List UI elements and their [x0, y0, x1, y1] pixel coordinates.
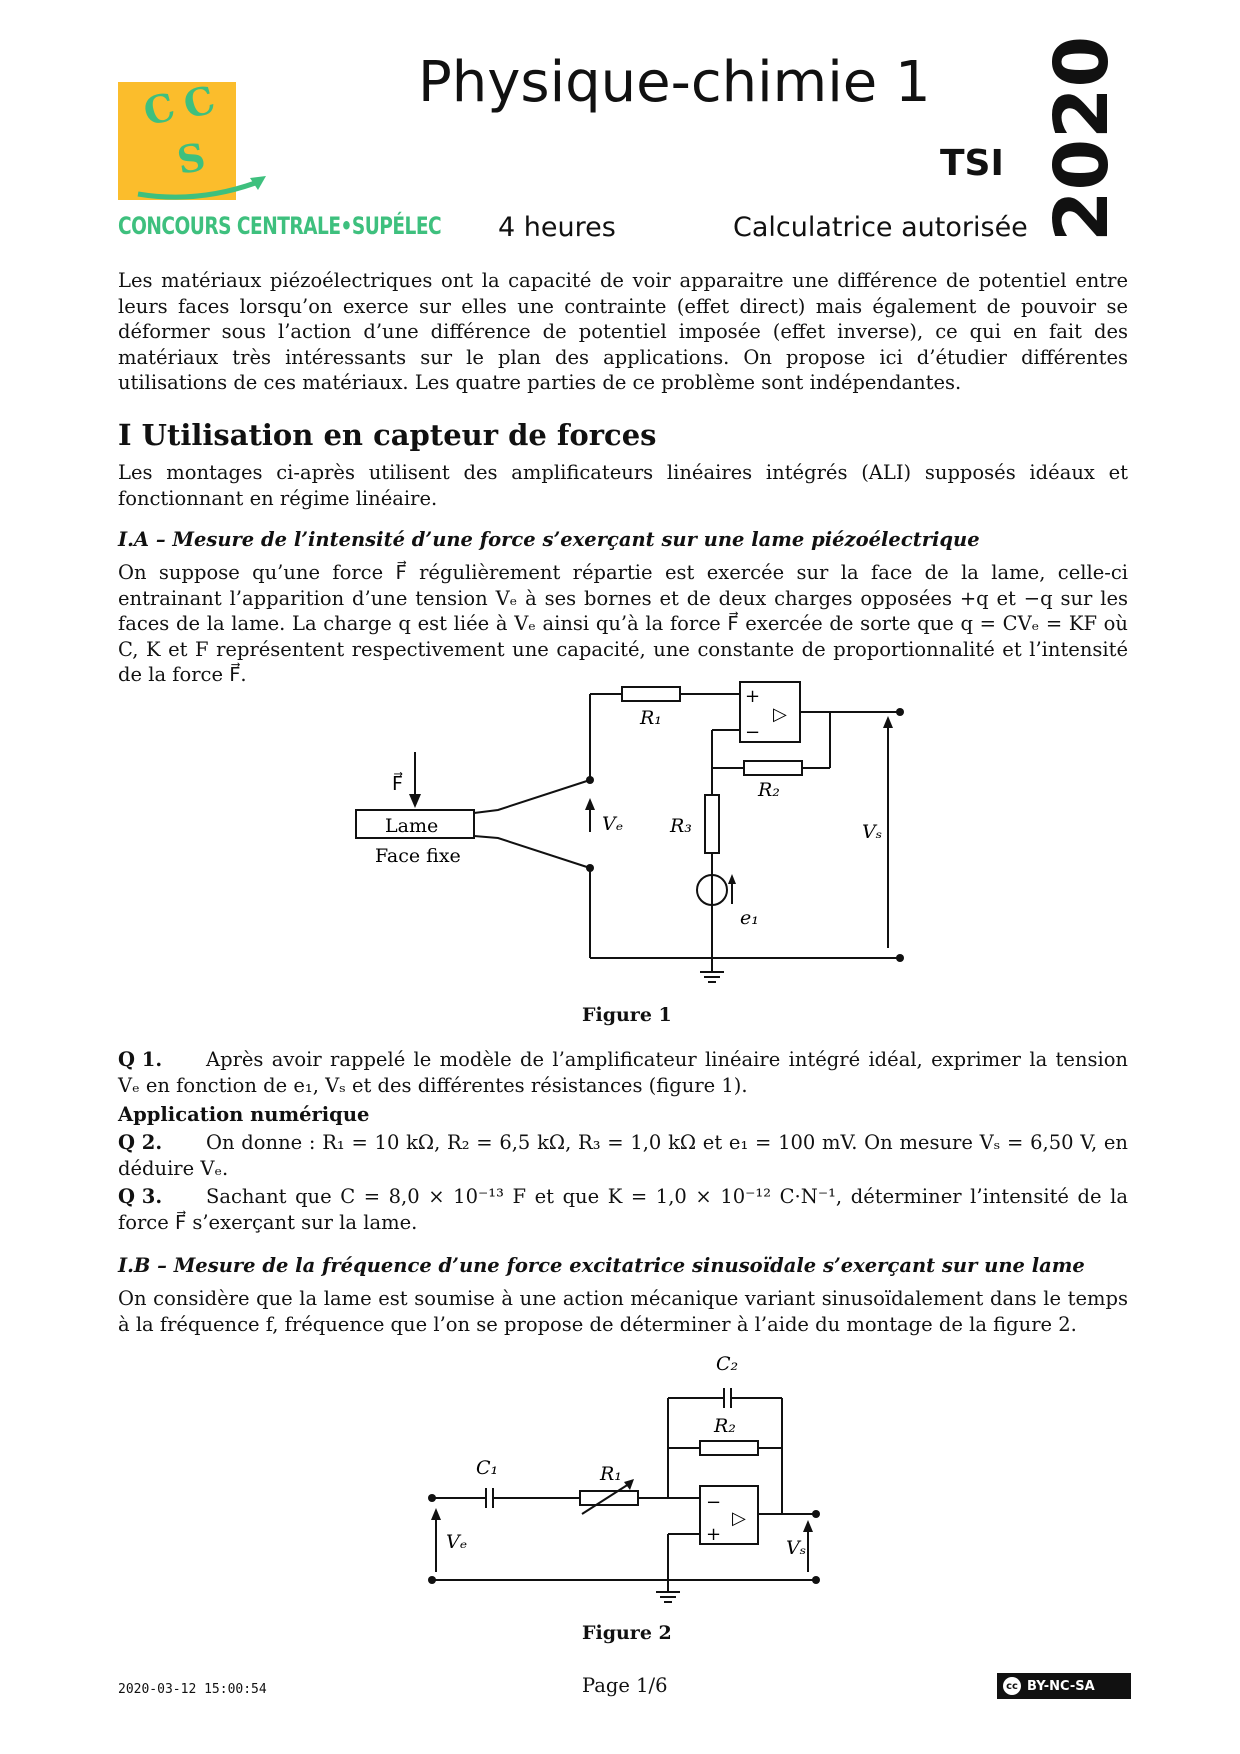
fig1-label-vs: Vₛ	[862, 821, 883, 843]
intro-paragraph: Les matériaux piézoélectriques ont la capacité de voir apparaitre une différence de potentiel entre leurs faces lorsqu’on exerce sur elles une contrainte (effet direct) mais également de pouvoir se déformer sous l’action d’une différence de potentiel imposée (effet inverse), ce qui en fait des matériaux très intéressants sur le plan des applications. On propose ici d’étudier différentes utilisations de ces matériaux. Les quatre parties de ce problème sont indépendantes.	[118, 269, 1128, 394]
calculatrice: Calculatrice autorisée	[733, 212, 1028, 243]
fig1-label-lame: Lame	[385, 815, 439, 837]
figure-2-circuit	[420, 1348, 840, 1618]
question-1-text: Après avoir rappelé le modèle de l’amplificateur linéaire intégré idéal, exprimer la tension Vₑ en fonction de e₁, Vₛ et des différentes résistances (figure 1).	[118, 1048, 1128, 1097]
filiere: TSI	[940, 143, 1004, 184]
part-intro: Les montages ci-après utilisent des amplificateurs linéaires intégrés (ALI) supposés idéaux et fonctionnant en régime linéaire.	[118, 461, 1128, 510]
fig2-label-c1: C₁	[476, 1457, 499, 1479]
fig2-label-ve: Vₑ	[446, 1531, 468, 1553]
page-number: Page 1/6	[582, 1674, 668, 1697]
fig1-label-r1: R₁	[640, 707, 662, 729]
fig1-label-ve: Vₑ	[602, 813, 624, 835]
figure-1-caption: Figure 1	[582, 1004, 672, 1026]
question-1-label: Q 1.	[118, 1048, 163, 1071]
page-title: Physique-chimie 1	[418, 50, 931, 115]
section-a-title: I.A – Mesure de l’intensité d’une force s’exerçant sur une lame piézoélectrique	[118, 528, 980, 551]
fig1-label-r2: R₂	[758, 779, 780, 801]
fig2-label-r2: R₂	[714, 1415, 736, 1437]
logo-letter-s: S	[173, 133, 209, 183]
fig1-label-f: F⃗	[392, 773, 403, 795]
part-title: I Utilisation en capteur de forces	[118, 418, 657, 452]
question-2-text: On donne : R₁ = 10 kΩ, R₂ = 6,5 kΩ, R₃ = 1,0 kΩ et e₁ = 100 mV. On mesure Vₛ = 6,50 V, en déduire Vₑ.	[118, 1131, 1128, 1180]
question-3-label: Q 3.	[118, 1185, 163, 1208]
fig1-ali-plus: +	[745, 686, 761, 707]
logo-graphic	[118, 64, 278, 194]
fig2-ali-plus: +	[706, 1524, 722, 1545]
year: 2020	[1039, 36, 1125, 242]
license-text: BY-NC-SA	[1027, 1678, 1095, 1694]
license-badge	[997, 1673, 1131, 1699]
question-2-label: Q 2.	[118, 1131, 163, 1154]
footer-date: 2020-03-12 15:00:54	[118, 1682, 267, 1697]
duree: 4 heures	[498, 212, 616, 243]
application-title: Application numérique	[118, 1103, 370, 1126]
section-b-text: On considère que la lame est soumise à une action mécanique variant sinusoïdalement dans le temps à la fréquence f, fréquence que l’on se propose de déterminer à l’aide du montage de la figure 2.	[118, 1287, 1128, 1336]
figure-1-circuit	[340, 672, 920, 1002]
fig1-ali-symbol: ▷	[773, 704, 787, 725]
fig2-label-c2: C₂	[716, 1353, 739, 1375]
cc-icon: cc	[1003, 1677, 1021, 1695]
fig1-label-face: Face fixe	[375, 845, 461, 867]
fig2-ali-minus: −	[706, 1492, 722, 1513]
logo-letter-c1: C	[138, 83, 180, 135]
fig1-label-e1: e₁	[740, 907, 759, 929]
question-3-text: Sachant que C = 8,0 × 10⁻¹³ F et que K = 1,0 × 10⁻¹² C·N⁻¹, déterminer l’intensité de la force F⃗ s’exerçant sur la lame.	[118, 1185, 1128, 1234]
fig1-label-r3: R₃	[670, 815, 692, 837]
section-b-title: I.B – Mesure de la fréquence d’une force excitatrice sinusoïdale s’exerçant sur une lame	[118, 1254, 1085, 1277]
fig2-ali-symbol: ▷	[732, 1508, 746, 1529]
fig2-label-r1: R₁	[600, 1463, 622, 1485]
figure-2-caption: Figure 2	[582, 1622, 672, 1644]
section-a-text: On suppose qu’une force F⃗ régulièrement répartie est exercée sur la face de la lame, celle-ci entrainant l’apparition d’une tension Vₑ à ses bornes et de deux charges opposées +q et −q sur les faces de la lame. La charge q est liée à Vₑ ainsi qu’à la force F⃗ exercée de sorte que q = CVₑ = KF où C, K et F représentent respectivement une capacité, une constante de proportionnalité et l’intensité de la force F⃗.	[118, 561, 1128, 686]
question-1	[118, 1047, 1128, 1098]
logo	[118, 76, 236, 200]
question-3	[118, 1184, 1128, 1235]
question-2	[118, 1130, 1128, 1181]
fig1-ali-minus: −	[745, 722, 761, 743]
logo-letter-c2: C	[178, 76, 220, 128]
fig2-label-vs: Vₛ	[786, 1537, 807, 1559]
logo-text: CONCOURS CENTRALE•SUPÉLEC	[118, 212, 442, 240]
